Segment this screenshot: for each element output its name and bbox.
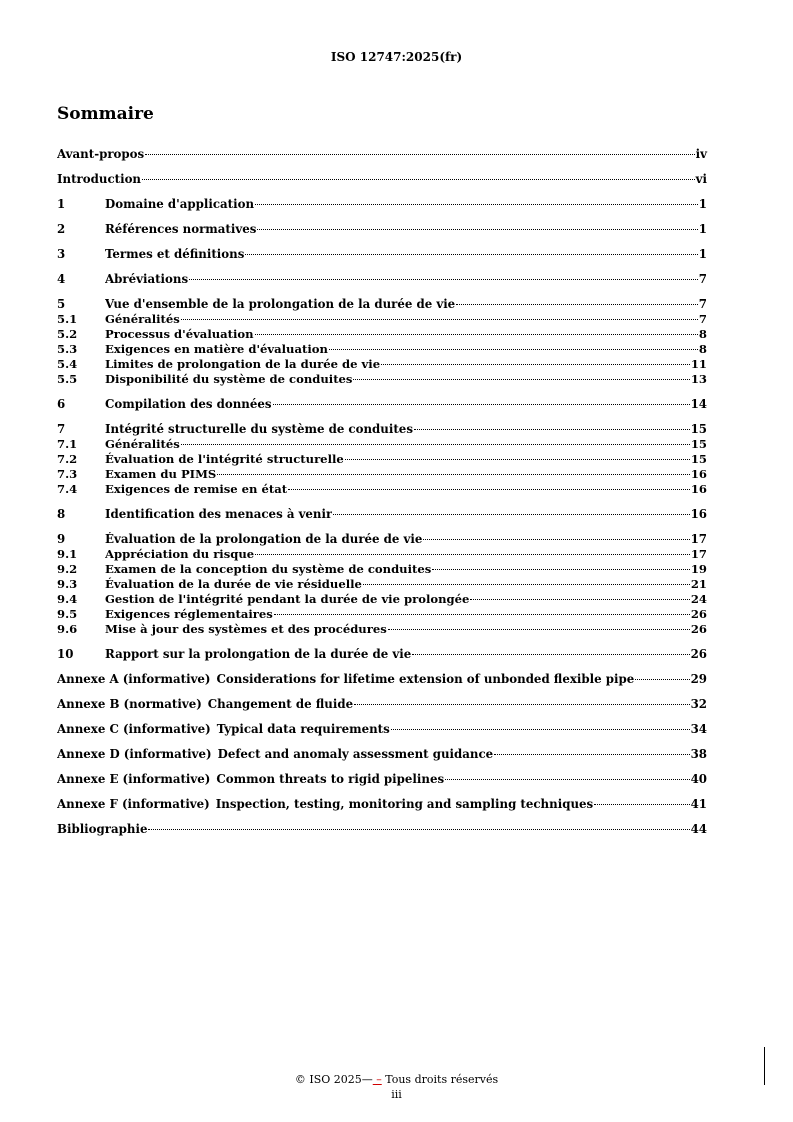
toc-entry-number: 8 (57, 507, 66, 521)
toc-entry-number: 5.1 (57, 312, 78, 326)
toc-entry[interactable] (57, 147, 707, 162)
toc-entry-title: Exigences réglementaires (105, 607, 273, 621)
dot-leader (363, 584, 690, 585)
toc-entry[interactable] (57, 467, 707, 482)
toc-entry-title: Exigences de remise en état (105, 482, 288, 496)
toc-entry-page: iv (695, 147, 707, 161)
dot-leader (381, 364, 690, 365)
toc-entry-title (57, 672, 634, 687)
toc-entry[interactable] (57, 532, 707, 547)
toc-entry-page: 15 (690, 422, 707, 436)
toc-entry[interactable] (57, 622, 707, 637)
toc-entry-title: Examen de la conception du système de conduites (105, 562, 432, 576)
toc-entry-number: 5 (57, 297, 66, 311)
dot-leader (494, 754, 689, 755)
page-number: iii (391, 1088, 402, 1101)
page-footer (0, 1072, 793, 1102)
toc-entry-number: 5.5 (57, 372, 78, 386)
toc-entry-number: 9.6 (57, 622, 78, 636)
dot-leader (273, 404, 690, 405)
dot-leader (288, 489, 690, 490)
toc-entry-title (57, 722, 390, 737)
toc-entry[interactable] (57, 327, 707, 342)
toc-entry-page: 1 (698, 222, 707, 236)
toc-entry-title: Examen du PIMS (105, 467, 217, 481)
toc-entry[interactable] (57, 397, 707, 412)
toc-entry[interactable] (57, 697, 707, 712)
toc-entry-page: 7 (698, 312, 707, 326)
dot-leader (329, 349, 698, 350)
dot-leader (391, 729, 690, 730)
table-of-contents (57, 147, 707, 837)
toc-entry-title: Introduction (57, 172, 142, 186)
toc-entry-page: 44 (690, 822, 707, 836)
toc-entry[interactable] (57, 747, 707, 762)
toc-entry[interactable] (57, 577, 707, 592)
toc-entry-page: 16 (690, 482, 707, 496)
copyright-line (0, 1072, 793, 1087)
toc-entry-page: 34 (690, 722, 707, 736)
toc-entry[interactable] (57, 482, 707, 497)
toc-entry-page: 8 (698, 342, 707, 356)
toc-entry[interactable] (57, 562, 707, 577)
toc-entry-page: 15 (690, 452, 707, 466)
dot-leader (412, 654, 689, 655)
toc-entry-page: 15 (690, 437, 707, 451)
toc-entry-page: 16 (690, 507, 707, 521)
copyright-text: © ISO 2025 (294, 1073, 362, 1086)
toc-entry[interactable] (57, 372, 707, 387)
toc-entry-title: Rapport sur la prolongation de la durée de vie (105, 647, 412, 661)
toc-entry-title: Appréciation du risque (105, 547, 255, 561)
toc-entry-page: vi (695, 172, 707, 186)
toc-entry-title: Évaluation de l'intégrité structurelle (105, 452, 344, 466)
dot-leader (388, 629, 690, 630)
dot-leader (255, 204, 698, 205)
toc-entry-page: 14 (690, 397, 707, 411)
dot-leader (353, 379, 689, 380)
toc-entry-title: Évaluation de la durée de vie résiduelle (105, 577, 362, 591)
toc-entry[interactable] (57, 647, 707, 662)
toc-entry[interactable] (57, 437, 707, 452)
toc-entry-title: Domaine d'application (105, 197, 255, 211)
toc-entry-page: 29 (690, 672, 707, 686)
dot-leader (456, 304, 698, 305)
toc-entry-number: 5.3 (57, 342, 78, 356)
dot-leader (255, 334, 698, 335)
toc-entry[interactable] (57, 357, 707, 372)
toc-entry-number: 6 (57, 397, 66, 411)
dot-leader (181, 444, 690, 445)
annex-label: Annexe E (informative) (57, 772, 211, 786)
toc-entry-page: 38 (690, 747, 707, 761)
toc-entry[interactable] (57, 607, 707, 622)
toc-entry-page: 41 (690, 797, 707, 811)
toc-entry-page: 26 (690, 647, 707, 661)
toc-entry-number: 4 (57, 272, 66, 286)
toc-entry-number: 9 (57, 532, 66, 546)
toc-entry[interactable] (57, 197, 707, 212)
toc-entry-title: Processus d'évaluation (105, 327, 254, 341)
dot-leader (414, 429, 690, 430)
toc-entry-page: 26 (690, 607, 707, 621)
toc-entry-number: 10 (57, 647, 74, 661)
dot-leader (333, 514, 689, 515)
toc-entry-title: Bibliographie (57, 822, 148, 836)
toc-entry-number: 3 (57, 247, 66, 261)
dot-leader (635, 679, 689, 680)
dot-leader (145, 154, 694, 155)
toc-entry-number: 7.4 (57, 482, 78, 496)
toc-entry-title: Références normatives (105, 222, 257, 236)
annex-title: Inspection, testing, monitoring and sampling techniques (215, 797, 594, 811)
dot-leader (432, 569, 690, 570)
document-header: ISO 12747:2025(fr) (330, 50, 463, 64)
dot-leader (470, 599, 689, 600)
annex-title: Changement de fluide (207, 697, 354, 711)
dot-leader (594, 804, 689, 805)
dot-leader (245, 254, 697, 255)
toc-entry-title: Exigences en matière d'évaluation (105, 342, 328, 356)
toc-entry-number: 5.2 (57, 327, 78, 341)
toc-entry[interactable] (57, 772, 707, 787)
annex-title: Typical data requirements (216, 722, 390, 736)
revision-mark: – (372, 1073, 382, 1086)
toc-entry-title: Intégrité structurelle du système de conduites (105, 422, 413, 436)
toc-entry-number: 2 (57, 222, 66, 236)
toc-entry[interactable] (57, 672, 707, 687)
dot-leader (255, 554, 690, 555)
dot-leader (257, 229, 697, 230)
toc-title: Sommaire (57, 104, 154, 124)
toc-entry-page: 1 (698, 247, 707, 261)
dot-leader (148, 829, 689, 830)
toc-entry[interactable] (57, 297, 707, 312)
toc-entry[interactable] (57, 452, 707, 467)
annex-label: Annexe F (informative) (57, 797, 210, 811)
rights-text: Tous droits réservés (381, 1073, 499, 1086)
toc-entry-page: 32 (690, 697, 707, 711)
toc-entry-title: Généralités (105, 437, 180, 451)
toc-entry-title: Limites de prolongation de la durée de vie (105, 357, 381, 371)
toc-entry[interactable] (57, 547, 707, 562)
toc-entry-number: 9.5 (57, 607, 78, 621)
dot-leader (217, 474, 690, 475)
toc-entry-number: 9.1 (57, 547, 78, 561)
toc-entry-title (57, 797, 593, 812)
toc-entry-title: Compilation des données (105, 397, 272, 411)
copyright-dash: — (361, 1073, 373, 1086)
toc-entry-page: 17 (690, 532, 707, 546)
toc-entry[interactable] (57, 507, 707, 522)
toc-entry-page: 21 (690, 577, 707, 591)
toc-entry[interactable] (57, 172, 707, 187)
toc-entry[interactable] (57, 342, 707, 357)
dot-leader (274, 614, 690, 615)
dot-leader (142, 179, 695, 180)
dot-leader (445, 779, 689, 780)
toc-entry-page: 40 (690, 772, 707, 786)
toc-entry-number: 5.4 (57, 357, 78, 371)
toc-entry-page: 1 (698, 197, 707, 211)
change-bar (764, 1047, 765, 1085)
annex-label: Annexe B (normative) (57, 697, 202, 711)
toc-entry-page: 19 (690, 562, 707, 576)
toc-entry-title: Généralités (105, 312, 180, 326)
toc-entry-page: 11 (690, 357, 707, 371)
toc-entry-title: Évaluation de la prolongation de la durée de vie (105, 532, 423, 546)
dot-leader (354, 704, 689, 705)
toc-entry-page: 7 (698, 272, 707, 286)
toc-entry-number: 9.4 (57, 592, 78, 606)
toc-entry-page: 24 (690, 592, 707, 606)
toc-entry-number: 7.1 (57, 437, 78, 451)
annex-label: Annexe A (informative) (57, 672, 211, 686)
toc-entry[interactable] (57, 797, 707, 812)
toc-entry[interactable] (57, 822, 707, 837)
toc-entry-number: 1 (57, 197, 66, 211)
annex-label: Annexe C (informative) (57, 722, 211, 736)
toc-entry[interactable] (57, 422, 707, 437)
toc-entry-title (57, 747, 493, 762)
toc-entry-title: Mise à jour des systèmes et des procédures (105, 622, 387, 636)
toc-entry-page: 16 (690, 467, 707, 481)
toc-entry-title: Disponibilité du système de conduites (105, 372, 353, 386)
toc-entry-title: Vue d'ensemble de la prolongation de la durée de vie (105, 297, 456, 311)
annex-label: Annexe D (informative) (57, 747, 212, 761)
toc-entry-title: Identification des menaces à venir (105, 507, 333, 521)
annex-title: Common threats to rigid pipelines (216, 772, 445, 786)
toc-entry-title: Gestion de l'intégrité pendant la durée de vie prolongée (105, 592, 470, 606)
toc-entry-page: 13 (690, 372, 707, 386)
toc-entry-page: 26 (690, 622, 707, 636)
toc-entry[interactable] (57, 222, 707, 237)
toc-entry-number: 7.2 (57, 452, 78, 466)
toc-entry-title: Abréviations (105, 272, 189, 286)
toc-entry-page: 7 (698, 297, 707, 311)
toc-entry[interactable] (57, 592, 707, 607)
dot-leader (345, 459, 690, 460)
toc-entry-number: 9.2 (57, 562, 78, 576)
annex-title: Defect and anomaly assessment guidance (217, 747, 494, 761)
toc-entry-number: 9.3 (57, 577, 78, 591)
dot-leader (189, 279, 698, 280)
toc-entry-title: Avant-propos (57, 147, 145, 161)
toc-entry[interactable] (57, 247, 707, 262)
toc-entry-page: 17 (690, 547, 707, 561)
toc-entry[interactable] (57, 272, 707, 287)
dot-leader (423, 539, 689, 540)
annex-title: Considerations for lifetime extension of unbonded flexible pipe (216, 672, 635, 686)
toc-entry[interactable] (57, 722, 707, 737)
toc-entry-page: 8 (698, 327, 707, 341)
toc-entry[interactable] (57, 312, 707, 327)
toc-entry-number: 7.3 (57, 467, 78, 481)
toc-entry-number: 7 (57, 422, 66, 436)
dot-leader (181, 319, 698, 320)
toc-entry-title (57, 697, 353, 712)
toc-entry-title (57, 772, 444, 787)
toc-entry-title: Termes et définitions (105, 247, 245, 261)
